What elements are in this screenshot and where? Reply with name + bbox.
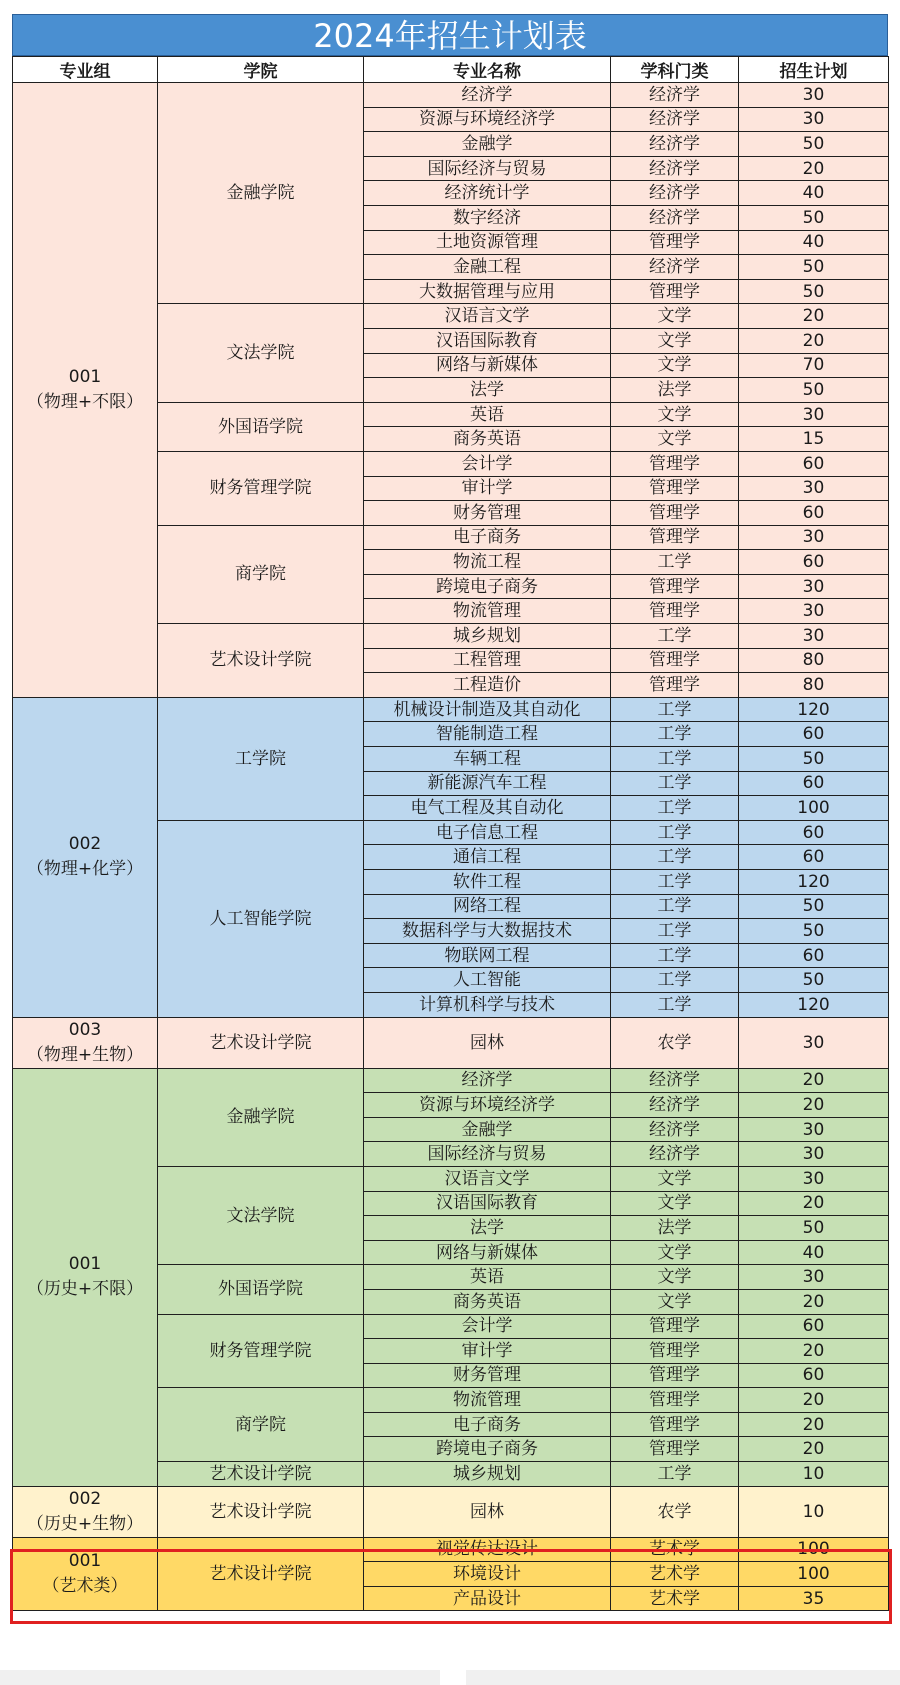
quota-cell: 40 xyxy=(739,1240,889,1265)
major-cell: 环境设计 xyxy=(364,1562,611,1587)
major-cell: 物流管理 xyxy=(364,1388,611,1413)
college-cell: 财务管理学院 xyxy=(158,1314,364,1388)
major-cell: 网络与新媒体 xyxy=(364,353,611,378)
major-cell: 通信工程 xyxy=(364,845,611,870)
quota-cell: 30 xyxy=(739,1166,889,1191)
category-cell: 艺术学 xyxy=(611,1562,739,1587)
major-cell: 审计学 xyxy=(364,476,611,501)
quota-cell: 60 xyxy=(739,501,889,526)
major-cell: 电子信息工程 xyxy=(364,820,611,845)
category-cell: 工学 xyxy=(611,697,739,722)
major-cell: 商务英语 xyxy=(364,427,611,452)
group-subject: （历史+不限） xyxy=(26,1279,144,1300)
major-cell: 金融学 xyxy=(364,132,611,157)
college-cell: 艺术设计学院 xyxy=(158,1462,364,1487)
quota-cell: 35 xyxy=(739,1586,889,1611)
major-cell: 审计学 xyxy=(364,1339,611,1364)
quota-cell: 15 xyxy=(739,427,889,452)
header-category: 学科门类 xyxy=(611,57,739,83)
quota-cell: 20 xyxy=(739,1068,889,1093)
category-cell: 经济学 xyxy=(611,156,739,181)
category-cell: 管理学 xyxy=(611,599,739,624)
enrollment-table xyxy=(12,56,889,1611)
category-cell: 文学 xyxy=(611,353,739,378)
group-subject: （物理+生物） xyxy=(26,1044,144,1065)
group-subject: （物理+化学） xyxy=(26,859,144,880)
quota-cell: 30 xyxy=(739,1117,889,1142)
table-row xyxy=(13,697,889,722)
header-group: 专业组 xyxy=(13,57,158,83)
category-cell: 工学 xyxy=(611,894,739,919)
category-cell: 管理学 xyxy=(611,1363,739,1388)
quota-cell: 30 xyxy=(739,599,889,624)
major-cell: 资源与环境经济学 xyxy=(364,107,611,132)
category-cell: 经济学 xyxy=(611,255,739,280)
category-cell: 工学 xyxy=(611,796,739,821)
category-cell: 文学 xyxy=(611,427,739,452)
quota-cell: 30 xyxy=(739,1142,889,1167)
category-cell: 经济学 xyxy=(611,1093,739,1118)
quota-cell: 60 xyxy=(739,722,889,747)
group-cell xyxy=(13,1017,158,1068)
major-cell: 视觉传达设计 xyxy=(364,1537,611,1562)
table-title: 2024年招生计划表 xyxy=(12,14,888,56)
major-cell: 汉语言文学 xyxy=(364,304,611,329)
category-cell: 法学 xyxy=(611,1216,739,1241)
quota-cell: 50 xyxy=(739,1216,889,1241)
footer-left-bar xyxy=(0,1670,440,1685)
category-cell: 工学 xyxy=(611,968,739,993)
header-major: 专业名称 xyxy=(364,57,611,83)
category-cell: 经济学 xyxy=(611,205,739,230)
quota-cell: 60 xyxy=(739,1363,889,1388)
quota-cell: 100 xyxy=(739,1537,889,1562)
major-cell: 经济学 xyxy=(364,1068,611,1093)
major-cell: 数据科学与大数据技术 xyxy=(364,919,611,944)
major-cell: 法学 xyxy=(364,378,611,403)
major-cell: 工程管理 xyxy=(364,648,611,673)
quota-cell: 20 xyxy=(739,304,889,329)
quota-cell: 50 xyxy=(739,894,889,919)
major-cell: 车辆工程 xyxy=(364,747,611,772)
category-cell: 农学 xyxy=(611,1017,739,1068)
category-cell: 管理学 xyxy=(611,648,739,673)
quota-cell: 30 xyxy=(739,525,889,550)
category-cell: 管理学 xyxy=(611,574,739,599)
category-cell: 管理学 xyxy=(611,1437,739,1462)
footer-right-bar xyxy=(466,1670,900,1685)
major-cell: 园林 xyxy=(364,1486,611,1537)
table-row xyxy=(13,1537,889,1562)
category-cell: 经济学 xyxy=(611,1142,739,1167)
category-cell: 管理学 xyxy=(611,1314,739,1339)
quota-cell: 20 xyxy=(739,1289,889,1314)
quota-cell: 30 xyxy=(739,1265,889,1290)
group-code: 002 xyxy=(68,1488,102,1509)
category-cell: 工学 xyxy=(611,722,739,747)
college-cell: 艺术设计学院 xyxy=(158,1017,364,1068)
group-cell xyxy=(13,1068,158,1486)
quota-cell: 70 xyxy=(739,353,889,378)
major-cell: 城乡规划 xyxy=(364,1462,611,1487)
major-cell: 跨境电子商务 xyxy=(364,574,611,599)
major-cell: 软件工程 xyxy=(364,870,611,895)
category-cell: 工学 xyxy=(611,771,739,796)
category-cell: 经济学 xyxy=(611,107,739,132)
quota-cell: 60 xyxy=(739,820,889,845)
category-cell: 管理学 xyxy=(611,1339,739,1364)
category-cell: 经济学 xyxy=(611,132,739,157)
quota-cell: 80 xyxy=(739,648,889,673)
major-cell: 物流工程 xyxy=(364,550,611,575)
major-cell: 商务英语 xyxy=(364,1289,611,1314)
header-row xyxy=(13,57,889,83)
category-cell: 法学 xyxy=(611,378,739,403)
major-cell: 产品设计 xyxy=(364,1586,611,1611)
quota-cell: 80 xyxy=(739,673,889,698)
college-cell: 金融学院 xyxy=(158,83,364,304)
major-cell: 经济学 xyxy=(364,83,611,108)
quota-cell: 30 xyxy=(739,476,889,501)
category-cell: 管理学 xyxy=(611,476,739,501)
category-cell: 文学 xyxy=(611,1166,739,1191)
category-cell: 经济学 xyxy=(611,83,739,108)
quota-cell: 20 xyxy=(739,1339,889,1364)
quota-cell: 20 xyxy=(739,1191,889,1216)
category-cell: 管理学 xyxy=(611,230,739,255)
group-cell xyxy=(13,83,158,698)
major-cell: 园林 xyxy=(364,1017,611,1068)
quota-cell: 30 xyxy=(739,1017,889,1068)
major-cell: 跨境电子商务 xyxy=(364,1437,611,1462)
major-cell: 金融工程 xyxy=(364,255,611,280)
category-cell: 经济学 xyxy=(611,181,739,206)
category-cell: 管理学 xyxy=(611,501,739,526)
major-cell: 物流管理 xyxy=(364,599,611,624)
category-cell: 文学 xyxy=(611,1191,739,1216)
college-cell: 艺术设计学院 xyxy=(158,1486,364,1537)
group-code: 003 xyxy=(68,1019,102,1040)
header-quota: 招生计划 xyxy=(739,57,889,83)
major-cell: 财务管理 xyxy=(364,501,611,526)
table-row xyxy=(13,1068,889,1093)
quota-cell: 50 xyxy=(739,919,889,944)
major-cell: 电气工程及其自动化 xyxy=(364,796,611,821)
group-cell xyxy=(13,1537,158,1611)
quota-cell: 50 xyxy=(739,205,889,230)
quota-cell: 30 xyxy=(739,574,889,599)
major-cell: 汉语国际教育 xyxy=(364,1191,611,1216)
quota-cell: 50 xyxy=(739,378,889,403)
quota-cell: 10 xyxy=(739,1486,889,1537)
college-cell: 财务管理学院 xyxy=(158,451,364,525)
college-cell: 金融学院 xyxy=(158,1068,364,1166)
major-cell: 物联网工程 xyxy=(364,943,611,968)
quota-cell: 120 xyxy=(739,992,889,1017)
major-cell: 新能源汽车工程 xyxy=(364,771,611,796)
major-cell: 网络工程 xyxy=(364,894,611,919)
category-cell: 文学 xyxy=(611,1265,739,1290)
category-cell: 工学 xyxy=(611,845,739,870)
major-cell: 法学 xyxy=(364,1216,611,1241)
quota-cell: 30 xyxy=(739,402,889,427)
college-cell: 外国语学院 xyxy=(158,1265,364,1314)
quota-cell: 100 xyxy=(739,796,889,821)
category-cell: 工学 xyxy=(611,992,739,1017)
quota-cell: 40 xyxy=(739,230,889,255)
major-cell: 土地资源管理 xyxy=(364,230,611,255)
category-cell: 农学 xyxy=(611,1486,739,1537)
major-cell: 财务管理 xyxy=(364,1363,611,1388)
major-cell: 工程造价 xyxy=(364,673,611,698)
major-cell: 汉语言文学 xyxy=(364,1166,611,1191)
group-cell xyxy=(13,1486,158,1537)
category-cell: 艺术学 xyxy=(611,1586,739,1611)
group-subject: （历史+生物） xyxy=(26,1513,144,1534)
quota-cell: 20 xyxy=(739,1093,889,1118)
table-row xyxy=(13,1486,889,1537)
college-cell: 工学院 xyxy=(158,697,364,820)
group-subject: （物理+不限） xyxy=(26,391,144,412)
college-cell: 商学院 xyxy=(158,525,364,623)
category-cell: 文学 xyxy=(611,402,739,427)
table-row xyxy=(13,83,889,108)
quota-cell: 30 xyxy=(739,107,889,132)
table-row xyxy=(13,1017,889,1068)
quota-cell: 60 xyxy=(739,550,889,575)
category-cell: 管理学 xyxy=(611,1388,739,1413)
group-subject: （艺术类） xyxy=(42,1576,128,1597)
quota-cell: 20 xyxy=(739,1437,889,1462)
category-cell: 工学 xyxy=(611,943,739,968)
quota-cell: 50 xyxy=(739,747,889,772)
college-cell: 艺术设计学院 xyxy=(158,624,364,698)
category-cell: 经济学 xyxy=(611,1117,739,1142)
category-cell: 艺术学 xyxy=(611,1537,739,1562)
major-cell: 会计学 xyxy=(364,451,611,476)
header-college: 学院 xyxy=(158,57,364,83)
college-cell: 艺术设计学院 xyxy=(158,1537,364,1611)
category-cell: 文学 xyxy=(611,328,739,353)
quota-cell: 60 xyxy=(739,1314,889,1339)
major-cell: 资源与环境经济学 xyxy=(364,1093,611,1118)
category-cell: 工学 xyxy=(611,1462,739,1487)
quota-cell: 100 xyxy=(739,1562,889,1587)
quota-cell: 10 xyxy=(739,1462,889,1487)
category-cell: 管理学 xyxy=(611,673,739,698)
quota-cell: 50 xyxy=(739,255,889,280)
category-cell: 文学 xyxy=(611,304,739,329)
college-cell: 人工智能学院 xyxy=(158,820,364,1017)
quota-cell: 20 xyxy=(739,1412,889,1437)
category-cell: 工学 xyxy=(611,624,739,649)
major-cell: 计算机科学与技术 xyxy=(364,992,611,1017)
college-cell: 商学院 xyxy=(158,1388,364,1462)
quota-cell: 30 xyxy=(739,624,889,649)
category-cell: 文学 xyxy=(611,1289,739,1314)
group-code: 001 xyxy=(68,1551,102,1572)
group-cell xyxy=(13,697,158,1017)
quota-cell: 50 xyxy=(739,132,889,157)
quota-cell: 20 xyxy=(739,1388,889,1413)
category-cell: 工学 xyxy=(611,550,739,575)
college-cell: 外国语学院 xyxy=(158,402,364,451)
category-cell: 工学 xyxy=(611,747,739,772)
category-cell: 文学 xyxy=(611,1240,739,1265)
major-cell: 网络与新媒体 xyxy=(364,1240,611,1265)
category-cell: 工学 xyxy=(611,870,739,895)
major-cell: 国际经济与贸易 xyxy=(364,1142,611,1167)
category-cell: 工学 xyxy=(611,820,739,845)
group-code: 001 xyxy=(68,366,102,387)
major-cell: 英语 xyxy=(364,1265,611,1290)
major-cell: 汉语国际教育 xyxy=(364,328,611,353)
major-cell: 数字经济 xyxy=(364,205,611,230)
quota-cell: 20 xyxy=(739,156,889,181)
major-cell: 国际经济与贸易 xyxy=(364,156,611,181)
quota-cell: 20 xyxy=(739,328,889,353)
quota-cell: 60 xyxy=(739,771,889,796)
quota-cell: 120 xyxy=(739,870,889,895)
major-cell: 大数据管理与应用 xyxy=(364,279,611,304)
major-cell: 城乡规划 xyxy=(364,624,611,649)
category-cell: 经济学 xyxy=(611,1068,739,1093)
quota-cell: 40 xyxy=(739,181,889,206)
quota-cell: 60 xyxy=(739,845,889,870)
category-cell: 管理学 xyxy=(611,279,739,304)
major-cell: 电子商务 xyxy=(364,525,611,550)
major-cell: 电子商务 xyxy=(364,1412,611,1437)
category-cell: 管理学 xyxy=(611,451,739,476)
quota-cell: 120 xyxy=(739,697,889,722)
enrollment-plan-sheet xyxy=(12,14,888,1611)
category-cell: 管理学 xyxy=(611,1412,739,1437)
quota-cell: 60 xyxy=(739,451,889,476)
quota-cell: 30 xyxy=(739,83,889,108)
major-cell: 金融学 xyxy=(364,1117,611,1142)
quota-cell: 50 xyxy=(739,968,889,993)
category-cell: 管理学 xyxy=(611,525,739,550)
college-cell: 文法学院 xyxy=(158,304,364,402)
major-cell: 经济统计学 xyxy=(364,181,611,206)
college-cell: 文法学院 xyxy=(158,1166,364,1264)
group-code: 002 xyxy=(68,834,102,855)
quota-cell: 60 xyxy=(739,943,889,968)
major-cell: 英语 xyxy=(364,402,611,427)
quota-cell: 50 xyxy=(739,279,889,304)
major-cell: 机械设计制造及其自动化 xyxy=(364,697,611,722)
category-cell: 工学 xyxy=(611,919,739,944)
major-cell: 人工智能 xyxy=(364,968,611,993)
group-code: 001 xyxy=(68,1254,102,1275)
major-cell: 会计学 xyxy=(364,1314,611,1339)
major-cell: 智能制造工程 xyxy=(364,722,611,747)
